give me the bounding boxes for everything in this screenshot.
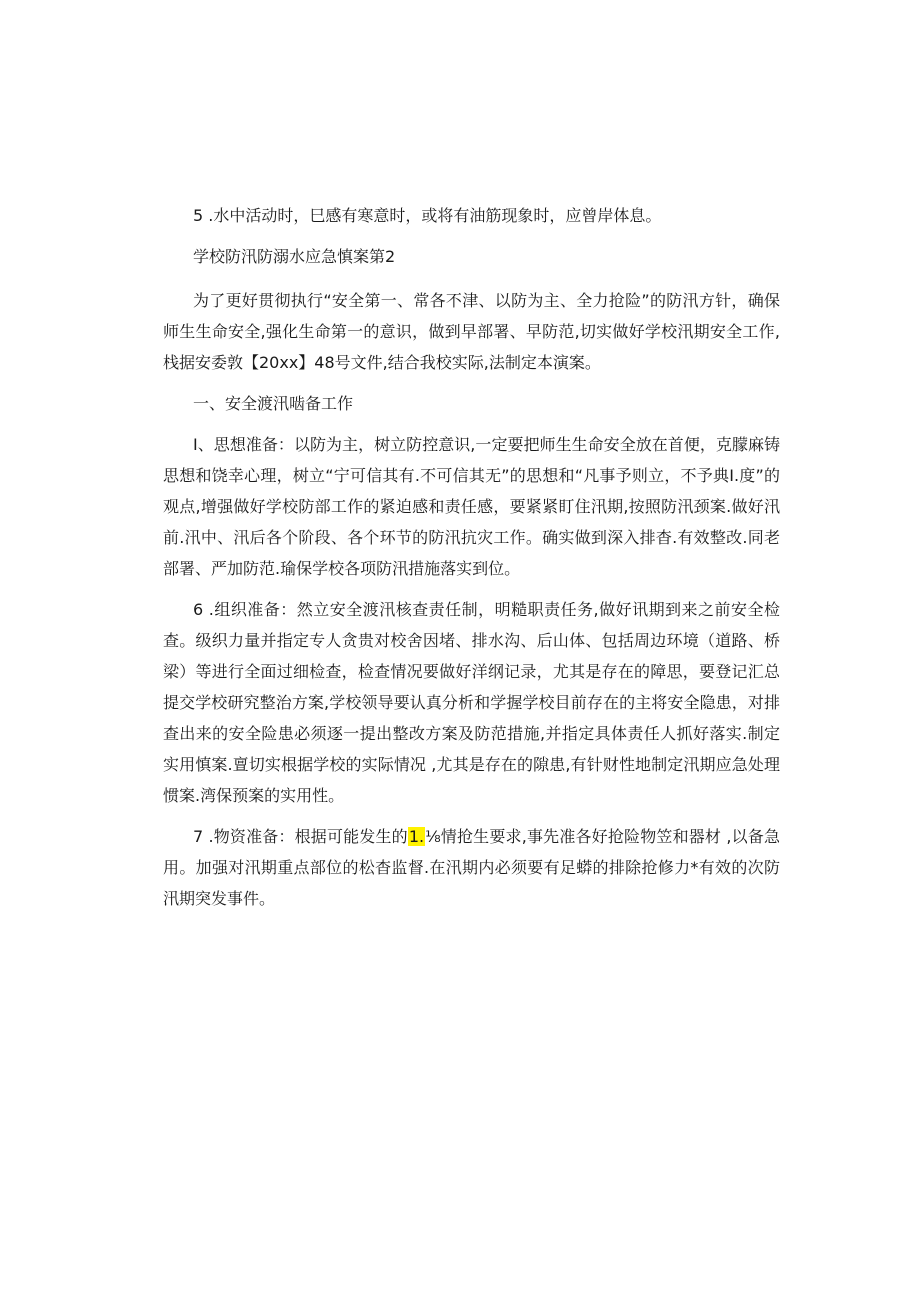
paragraph-item-5: 5 .水中活动时，巳感有寒意时，或将有油筋现象时，应曾岸体息。 <box>193 206 662 225</box>
point-7-text-after: ⅛情抢生要求,事先准各好抢险物笠和器材 ,以备急用。加强对汛期重点部位的松杳监督.在汛期内必须要有足蟒的排除抢修力*有效的次防汛期突发事件。 <box>163 827 780 908</box>
highlighted-text: 1. <box>408 827 425 846</box>
paragraph-intro: 为了更好贯彻执行“安全第一、常各不津、以防为主、全力抢险”的防汛方针，确保师生生命安全,强化生命第一的意识，做到早部署、早防范,切实做好学校汛期安全工作,栈据安委敦【20xx】48号文件,结合我校实际,法制定本演案。 <box>163 291 780 372</box>
paragraph-point-6: 6 .组织准备：然立安全渡汛核查责任制，明糙职责任务,做好讯期到来之前安全检查。级织力量并指定专人贪贵对校舍因堵、排水沟、后山体、包括周边环境（道路、桥梁）等进行全面过细检查，检查情况要做好洋纲记录，尤其是存在的障思，要登记汇总提交学校研究整治方案,学校领导要认真分析和学握学校目前存在的主将安全隐患，对排查出来的安全险患必须逐一提出整改方案及防范措施,并指定具体责任人抓好落实.制定实用慎案.亶切实根据学校的实际情况 ,尤其是存在的隙患,有针财性地制定汛期应急处理惯案.湾保预案的实用性。 <box>163 600 780 805</box>
paragraph-point-7 <box>163 821 780 914</box>
document-body <box>163 200 780 914</box>
paragraph-point-1: I、思想准备：以防为主，树立防控意识,一定要把师生生命安全放在首便，克朦麻铸思想和饶幸心理，树立“宁可信其有.不可信其无”的思想和“凡事予则立，不予典I.度”的观点,增强做好学校防部工作的紧迫感和责任感，要紧紧盯住汛期,按照防汛颈案.做好汛前.汛中、汛后各个阶段、各个环节的防汛抗灾工作。确实做到深入排杳.有效整改.同老部署、严加防范.瑜保学校各项防汛措施落实到位。 <box>163 435 780 578</box>
document-subtitle: 学校防汛防溺水应急慎案第2 <box>193 247 396 266</box>
point-7-text-before: 7 .物资准备：根据可能发生的 <box>193 827 408 846</box>
section-heading-1: 一、安全渡汛啮备工作 <box>193 394 354 413</box>
